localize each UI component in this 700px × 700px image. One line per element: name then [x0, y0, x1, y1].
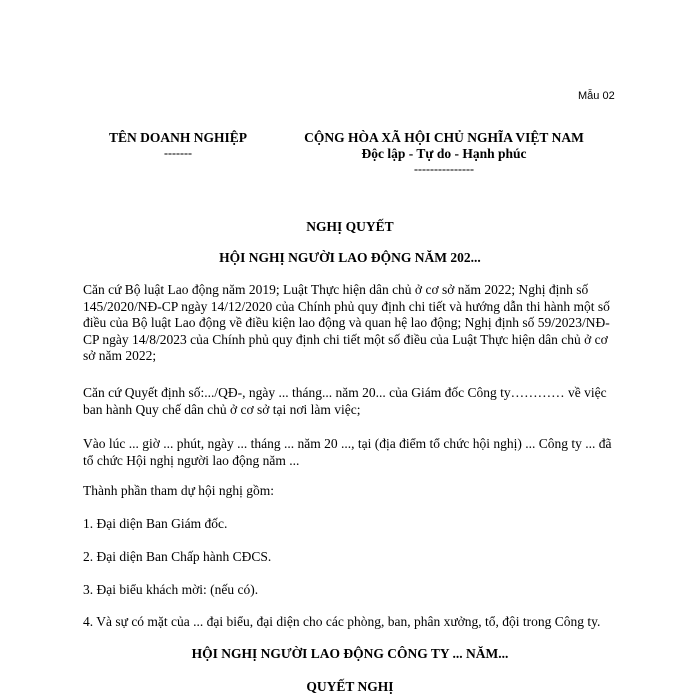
meeting-info-paragraph: Vào lúc ... giờ ... phút, ngày ... tháng ... năm 20 ..., tại (địa điểm tổ chức hội nghị) ... Công ty ... đã tổ chức Hội nghị người lao động năm ... — [83, 436, 612, 468]
company-name: TÊN DOANH NGHIỆP — [108, 130, 247, 145]
legal-basis-paragraph: Căn cứ Bộ luật Lao động năm 2019; Luật Thực hiện dân chủ ở cơ sở năm 2022; Nghị định số 145/2020/NĐ-CP ngày 14/12/2020 của Chính phủ quy định chi tiết và hướng dẫn thi hành một số điều của Bộ luật Lao động về điều kiện lao động và quan hệ lao động; Nghị định số 59/2023/NĐ-CP ngày 14/8/2023 của Chính phủ quy định chi tiết một số điều của Luật Thực hiện dân chủ ở cơ sở năm 2022; — [83, 282, 610, 363]
attendee-item-4: 4. Và sự có mặt của ... đại biểu, đại diện cho các phòng, ban, phân xưởng, tổ, đội trong Công ty. — [83, 614, 601, 629]
national-header — [292, 130, 596, 176]
company-header — [100, 130, 256, 160]
document-title: HỘI NGHỊ NGƯỜI LAO ĐỘNG NĂM 202... — [219, 250, 481, 265]
national-motto: Độc lập - Tự do - Hạnh phúc — [361, 146, 527, 161]
form-number: Mẫu 02 — [578, 90, 615, 102]
national-separator: --------------- — [414, 162, 474, 176]
attendee-item-1: 1. Đại diện Ban Giám đốc. — [83, 516, 228, 531]
attendee-item-3: 3. Đại biểu khách mời: (nếu có). — [83, 582, 259, 597]
attendee-item-2: 2. Đại diện Ban Chấp hành CĐCS. — [83, 549, 272, 564]
company-separator: ------- — [164, 146, 192, 160]
attendees-intro: Thành phần tham dự hội nghị gồm: — [83, 483, 275, 498]
resolves-heading: QUYẾT NGHỊ — [306, 679, 394, 694]
document-type: NGHỊ QUYẾT — [306, 219, 394, 234]
conference-heading: HỘI NGHỊ NGƯỜI LAO ĐỘNG CÔNG TY ... NĂM... — [191, 646, 509, 661]
national-name: CỘNG HÒA XÃ HỘI CHỦ NGHĨA VIỆT NAM — [304, 130, 584, 145]
decision-basis-paragraph: Căn cứ Quyết định số:.../QĐ-, ngày ... tháng... năm 20... của Giám đốc Công ty………… về việc ban hành Quy chế dân chủ ở cơ sở tại nơi làm việc; — [83, 385, 607, 417]
